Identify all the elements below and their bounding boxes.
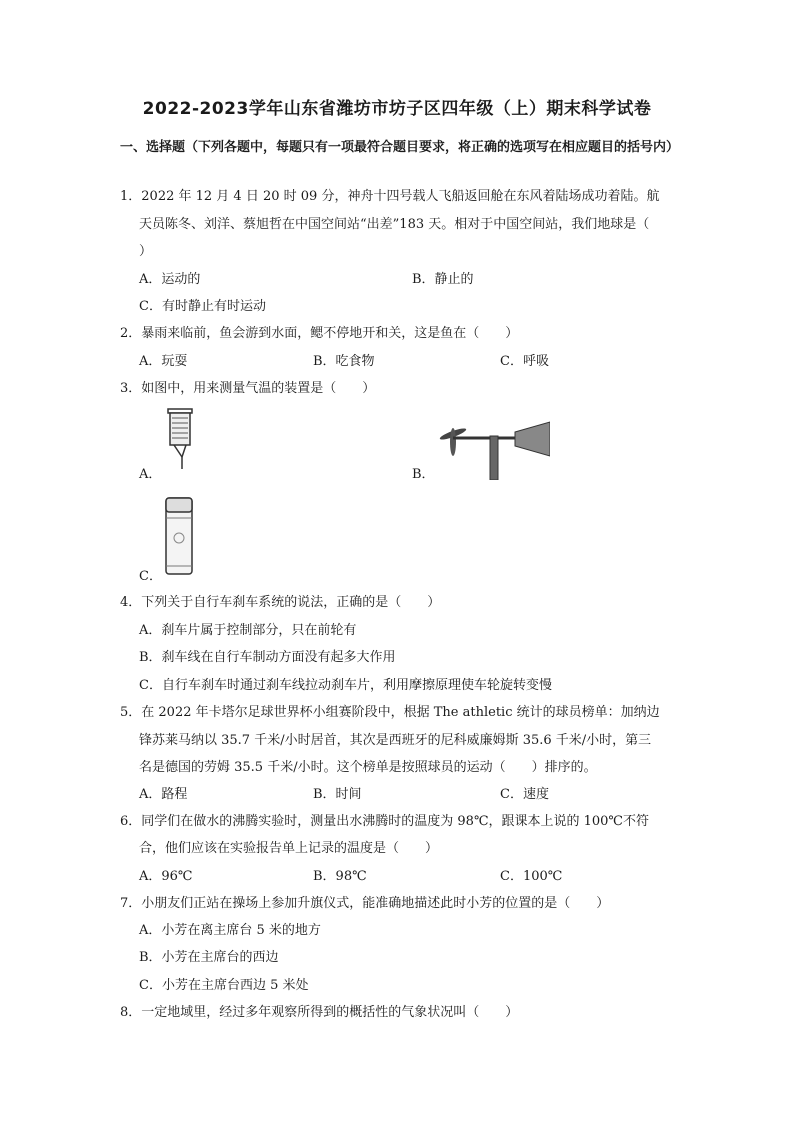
louver-box-thermometer-figure xyxy=(160,405,200,475)
question-1-option-a: A．运动的 xyxy=(139,272,201,287)
section-heading: 一、选择题（下列各题中，每题只有一项最符合题目要求，将正确的选项写在相应题目的括号内） xyxy=(120,140,680,155)
question-2-text: 2．暴雨来临前，鱼会游到水面，鳃不停地开和关，这是鱼在（ ） xyxy=(120,326,519,341)
question-7-option-a: A．小芳在离主席台 5 米的地方 xyxy=(139,923,321,938)
question-5-line-3: 名是德国的劳姆 35.5 千米/小时。这个榜单是按照球员的运动（ ）排序的。 xyxy=(139,760,597,775)
question-7-option-b: B．小芳在主席台的西边 xyxy=(139,950,279,965)
question-8-text: 8．一定地域里，经过多年观察所得到的概括性的气象状况叫（ ） xyxy=(120,1005,519,1020)
question-2-option-a: A．玩耍 xyxy=(139,354,188,369)
question-4-option-b: B．刹车线在自行车制动方面没有起多大作用 xyxy=(139,650,396,665)
question-6-line-1: 6．同学们在做水的沸腾实验时，测量出水沸腾时的温度为 98℃，跟课本上说的 100℃不符 xyxy=(120,814,649,829)
question-6-option-c: C．100℃ xyxy=(500,869,563,884)
question-4-option-a: A．刹车片属于控制部分，只在前轮有 xyxy=(139,623,357,638)
question-5-line-2: 锋苏莱马纳以 35.7 千米/小时居首，其次是西班牙的尼科威廉姆斯 35.6 千米/小时，第三 xyxy=(139,733,652,748)
question-1-option-b: B．静止的 xyxy=(412,272,474,287)
question-3-option-a: A． xyxy=(139,467,162,482)
question-1-line-2: 天员陈冬、刘洋、蔡旭哲在中国空间站“出差”183 天。相对于中国空间站，我们地球是（ xyxy=(139,217,650,232)
question-2-option-c: C．呼吸 xyxy=(500,354,549,369)
question-6-option-a: A．96℃ xyxy=(139,869,193,884)
page-title: 2022-2023学年山东省潍坊市坊子区四年级（上）期末科学试卷 xyxy=(142,99,652,119)
thermos-bottle-figure xyxy=(160,494,200,578)
wind-vane-figure xyxy=(435,418,550,480)
question-5-line-1: 5．在 2022 年卡塔尔足球世界杯小组赛阶段中，根据 The athletic 统计的球员榜单：加纳边 xyxy=(120,705,660,720)
question-3-text: 3．如图中，用来测量气温的装置是（ ） xyxy=(120,381,376,396)
question-1-line-1: 1．2022 年 12 月 4 日 20 时 09 分，神舟十四号载人飞船返回舱在东风着陆场成功着陆。航 xyxy=(120,189,660,204)
question-7-option-c: C．小芳在主席台西边 5 米处 xyxy=(139,978,309,993)
question-4-text: 4．下列关于自行车刹车系统的说法，正确的是（ ） xyxy=(120,595,441,610)
question-5-option-a: A．路程 xyxy=(139,787,188,802)
question-1-option-c: C．有时静止有时运动 xyxy=(139,299,266,314)
question-6-option-b: B．98℃ xyxy=(313,869,367,884)
question-5-option-b: B．时间 xyxy=(313,787,362,802)
question-3-option-b: B． xyxy=(412,467,435,482)
question-5-option-c: C．速度 xyxy=(500,787,549,802)
question-3-option-c: C． xyxy=(139,569,162,584)
question-4-option-c: C．自行车刹车时通过刹车线拉动刹车片，利用摩擦原理使车轮旋转变慢 xyxy=(139,678,552,693)
question-2-option-b: B．吃食物 xyxy=(313,354,375,369)
question-7-text: 7．小朋友们正站在操场上参加升旗仪式，能准确地描述此时小芳的位置的是（ ） xyxy=(120,896,610,911)
question-6-line-2: 合，他们应该在实验报告单上记录的温度是（ ） xyxy=(139,841,439,856)
question-1-line-3: ） xyxy=(139,244,153,259)
